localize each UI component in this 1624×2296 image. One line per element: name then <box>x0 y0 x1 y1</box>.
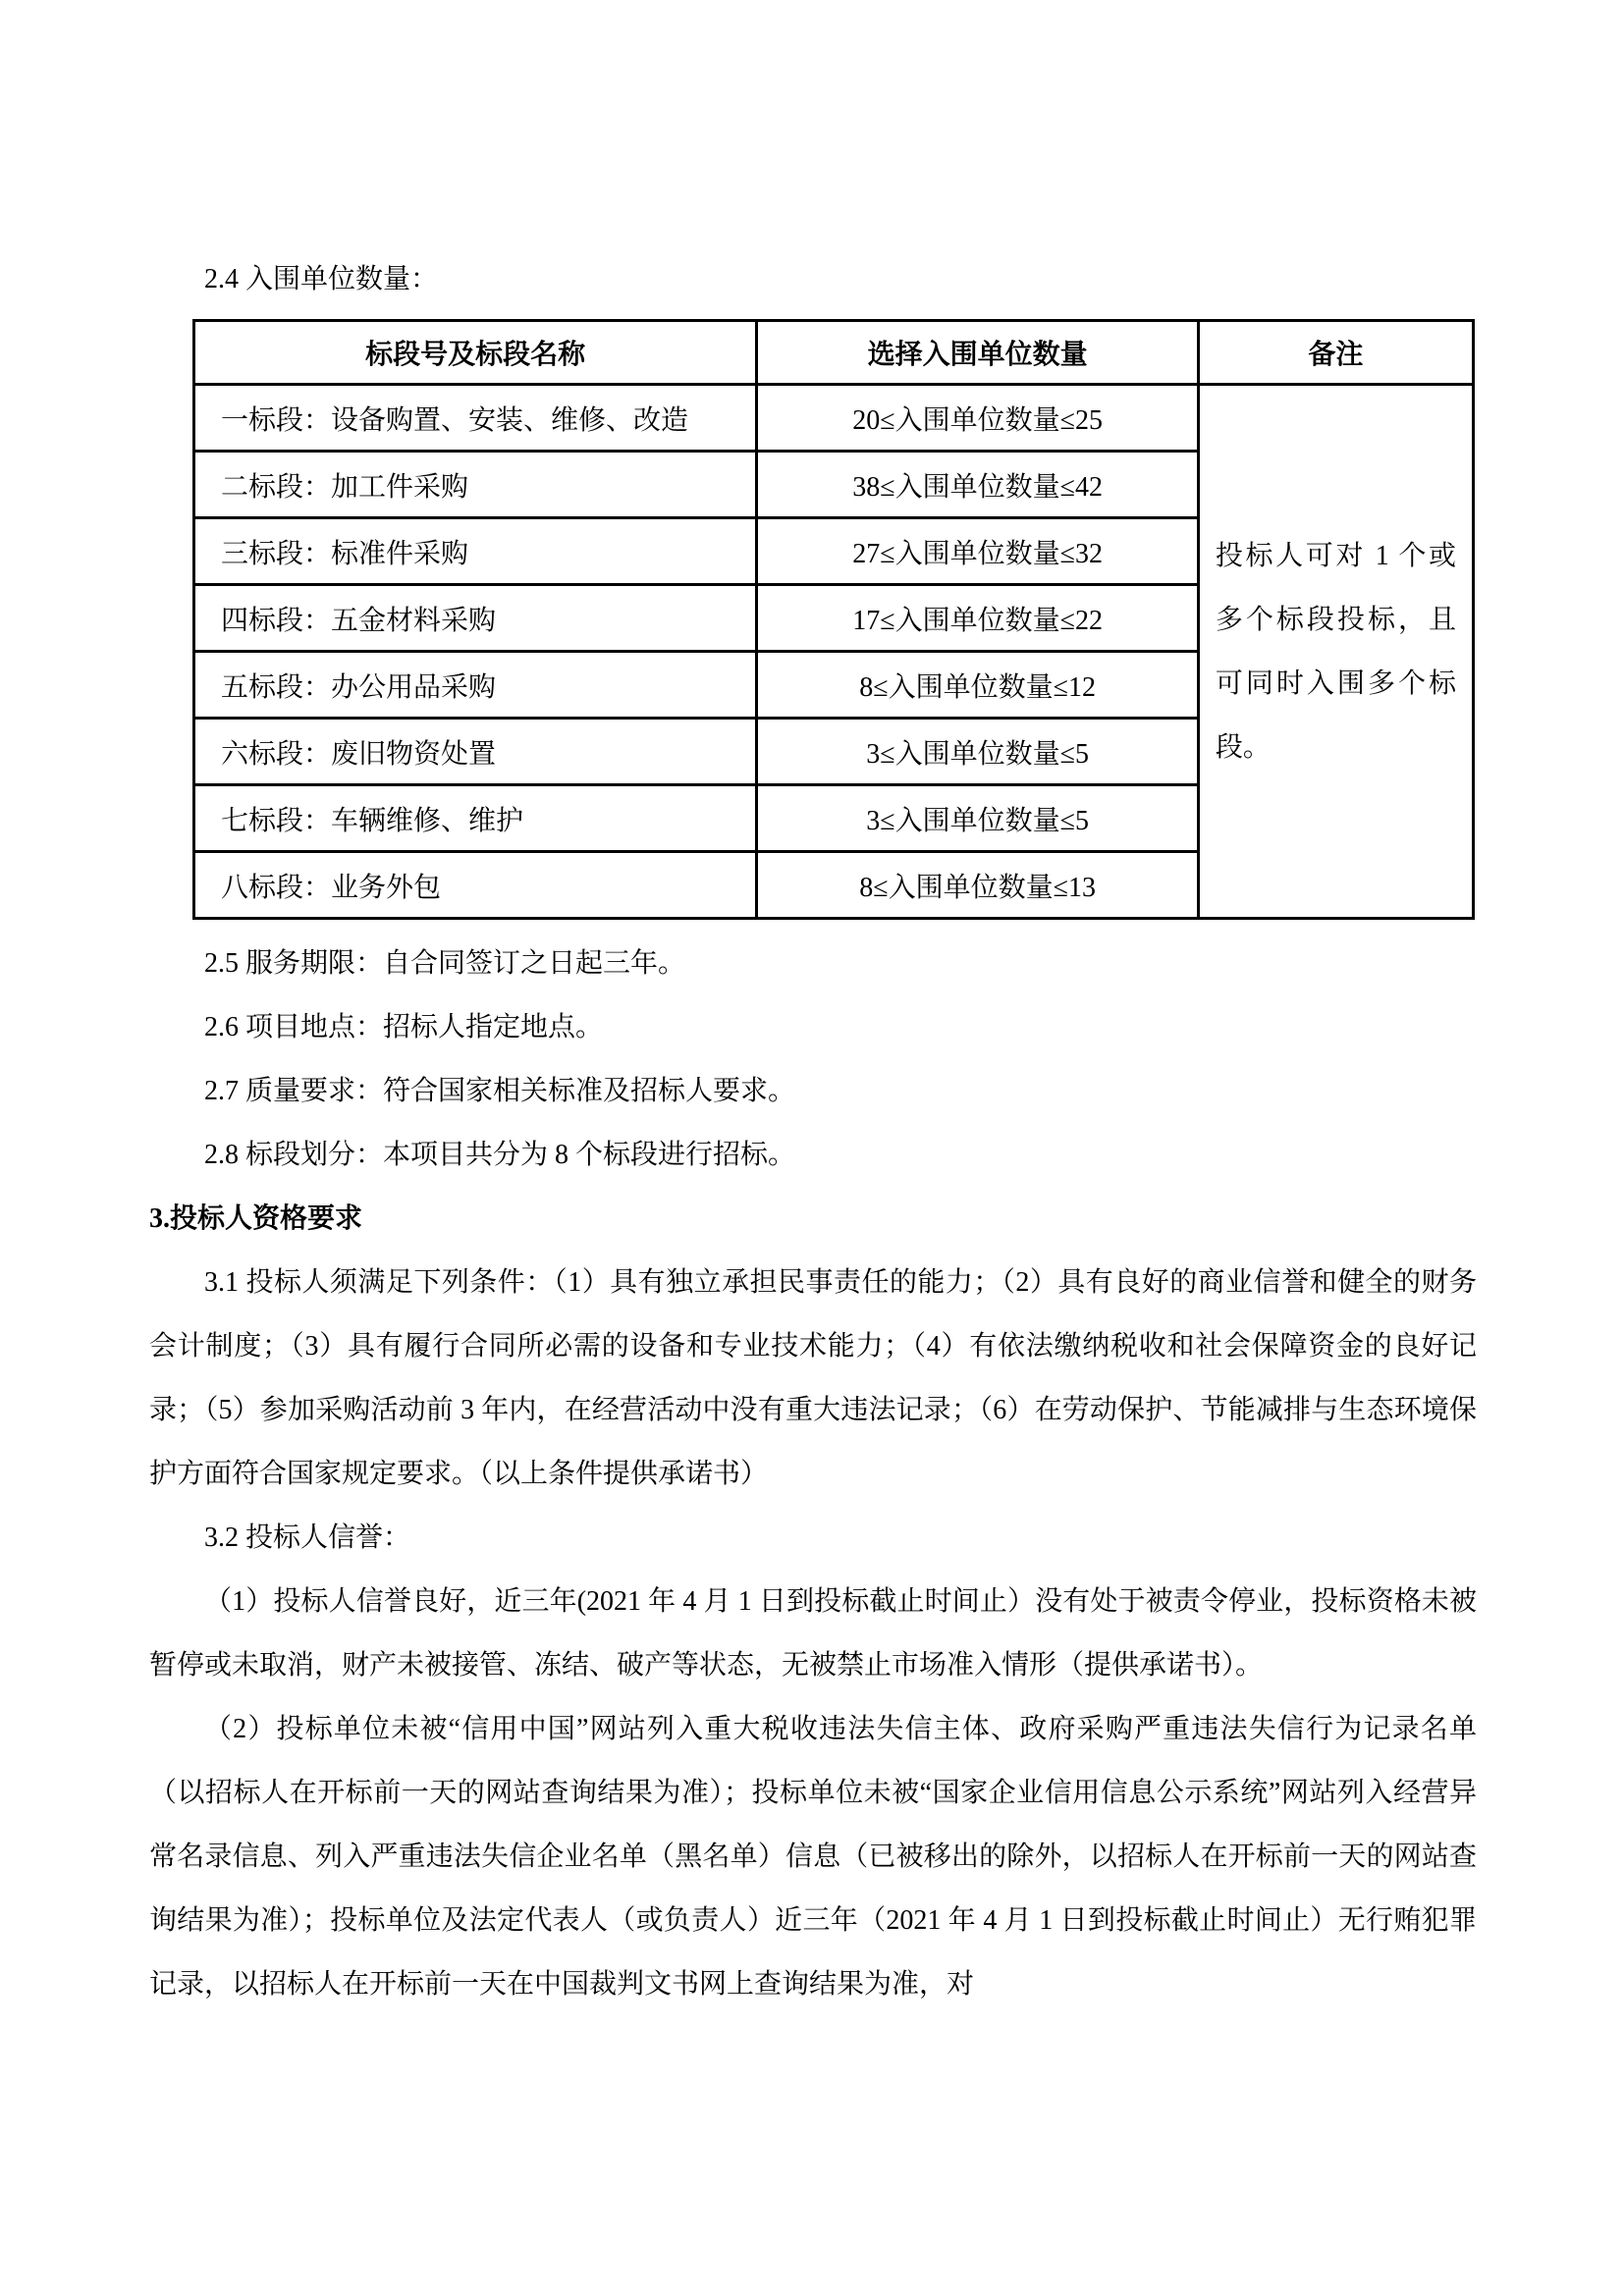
table-row <box>194 385 1474 452</box>
bid-sections-table <box>192 319 1475 920</box>
remark-cell: 投标人可对 1 个或多个标段投标，且可同时入围多个标段。 <box>1198 385 1473 919</box>
cell-quantity-range: 3≤入围单位数量≤5 <box>757 785 1199 852</box>
cell-quantity-range: 8≤入围单位数量≤13 <box>757 852 1199 919</box>
cell-section-name: 四标段：五金材料采购 <box>194 585 757 652</box>
cell-section-name: 二标段：加工件采购 <box>194 452 757 518</box>
cell-section-name: 一标段：设备购置、安装、维修、改造 <box>194 385 757 452</box>
para-2-6: 2.6 项目地点：招标人指定地点。 <box>204 1012 604 1042</box>
para-2-4-label: 2.4 入围单位数量： <box>204 264 439 294</box>
para-3-2-item-2: （2）投标单位未被“信用中国”网站列入重大税收违法失信主体、政府采购严重违法失信行为记录名单（以招标人在开标前一天的网站查询结果为准）；投标单位未被“国家企业信用信息公示系统”网站列入经营异常名录信息、列入严重违法失信企业名单（黑名单）信息（已被移出的除外，以招标人在开标前一天的网站查询结果为准）；投标单位及法定代表人（或负责人）近三年（2021 年 4 月 1 日到投标截止时间止）无行贿犯罪记录，以招标人在开标前一天在中国裁判文书网上查询结果为准，对 <box>149 1714 1477 2000</box>
table-header-row <box>194 321 1474 385</box>
cell-section-name: 八标段：业务外包 <box>194 852 757 919</box>
header-remark: 备注 <box>1198 321 1473 385</box>
para-2-7: 2.7 质量要求：符合国家相关标准及招标人要求。 <box>204 1076 796 1106</box>
cell-quantity-range: 38≤入围单位数量≤42 <box>757 452 1199 518</box>
cell-section-name: 七标段：车辆维修、维护 <box>194 785 757 852</box>
cell-quantity-range: 3≤入围单位数量≤5 <box>757 719 1199 785</box>
cell-section-name: 六标段：废旧物资处置 <box>194 719 757 785</box>
cell-quantity-range: 20≤入围单位数量≤25 <box>757 385 1199 452</box>
cell-quantity-range: 8≤入围单位数量≤12 <box>757 652 1199 719</box>
section-3-heading: 3.投标人资格要求 <box>149 1203 363 1234</box>
para-2-5: 2.5 服务期限：自合同签订之日起三年。 <box>204 948 686 979</box>
para-3-2-label: 3.2 投标人信誉： <box>204 1522 411 1553</box>
cell-quantity-range: 17≤入围单位数量≤22 <box>757 585 1199 652</box>
header-section-name: 标段号及标段名称 <box>194 321 757 385</box>
cell-quantity-range: 27≤入围单位数量≤32 <box>757 518 1199 585</box>
para-3-2-item-1: （1）投标人信誉良好，近三年(2021 年 4 月 1 日到投标截止时间止）没有处于被责令停业，投标资格未被暂停或未取消，财产未被接管、冻结、破产等状态，无被禁止市场准入情形（提供承诺书）。 <box>149 1586 1477 1681</box>
header-quantity-range: 选择入围单位数量 <box>757 321 1199 385</box>
cell-section-name: 三标段：标准件采购 <box>194 518 757 585</box>
para-2-8: 2.8 标段划分：本项目共分为 8 个标段进行招标。 <box>204 1140 796 1170</box>
cell-section-name: 五标段：办公用品采购 <box>194 652 757 719</box>
para-3-1: 3.1 投标人须满足下列条件：（1）具有独立承担民事责任的能力；（2）具有良好的商业信誉和健全的财务会计制度；（3）具有履行合同所必需的设备和专业技术能力；（4）有依法缴纳税收和社会保障资金的良好记录；（5）参加采购活动前 3 年内，在经营活动中没有重大违法记录；（6）在劳动保护、节能减排与生态环境保护方面符合国家规定要求。（以上条件提供承诺书） <box>149 1267 1477 1489</box>
